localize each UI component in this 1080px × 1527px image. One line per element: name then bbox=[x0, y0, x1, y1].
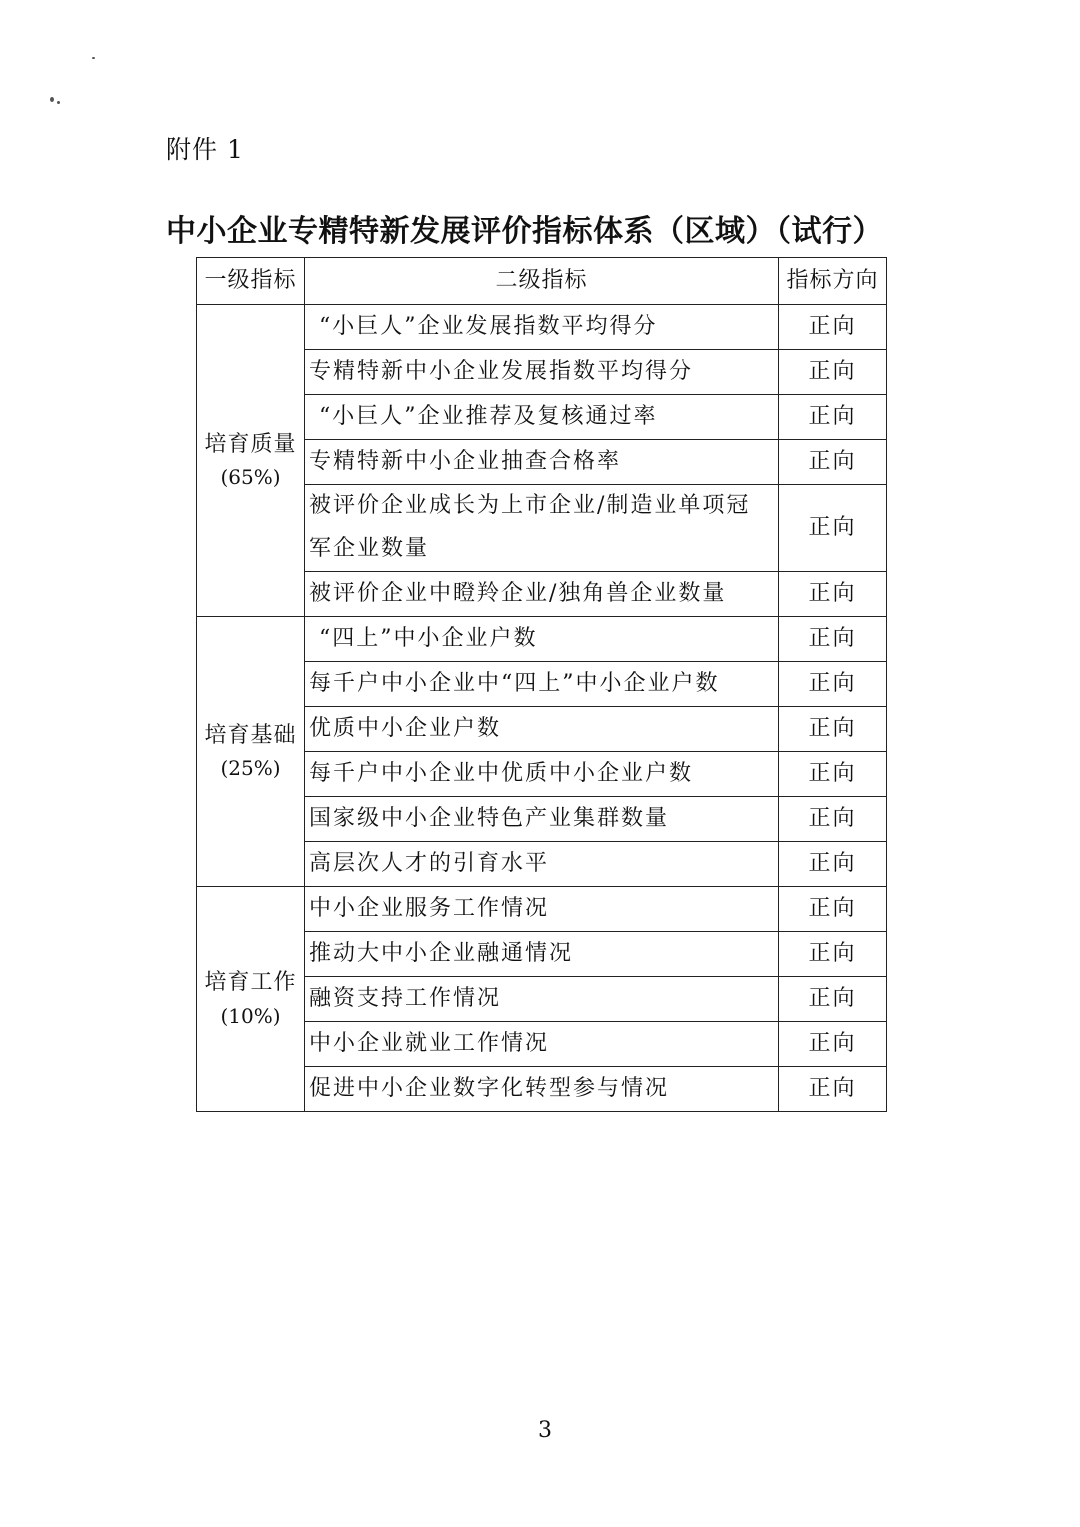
scan-speck bbox=[50, 97, 54, 102]
table-header-row bbox=[197, 258, 887, 305]
level2-indicator: 中小企业服务工作情况 bbox=[305, 887, 779, 932]
direction-cell: 正向 bbox=[779, 662, 887, 707]
level1-name: 培育质量 bbox=[204, 431, 297, 457]
direction-cell: 正向 bbox=[779, 752, 887, 797]
level1-weight: (65%) bbox=[220, 465, 281, 490]
level1-cell-work bbox=[197, 887, 305, 1112]
level2-indicator: “小巨人”企业发展指数平均得分 bbox=[305, 305, 779, 350]
level1-weight: (25%) bbox=[220, 756, 281, 781]
column-header-level2: 二级指标 bbox=[305, 258, 779, 305]
level2-indicator: 国家级中小企业特色产业集群数量 bbox=[305, 797, 779, 842]
level1-weight: (10%) bbox=[220, 1003, 281, 1028]
level2-indicator: 促进中小企业数字化转型参与情况 bbox=[305, 1067, 779, 1112]
column-header-level1: 一级指标 bbox=[197, 258, 305, 305]
column-header-direction: 指标方向 bbox=[779, 258, 887, 305]
direction-cell: 正向 bbox=[779, 395, 887, 440]
level2-indicator: 专精特新中小企业发展指数平均得分 bbox=[305, 350, 779, 395]
scan-speck bbox=[57, 101, 60, 104]
direction-cell: 正向 bbox=[779, 977, 887, 1022]
level1-name: 培育工作 bbox=[204, 970, 297, 996]
level2-indicator: “小巨人”企业推荐及复核通过率 bbox=[305, 395, 779, 440]
direction-cell: 正向 bbox=[779, 1067, 887, 1112]
table-row bbox=[197, 887, 887, 932]
direction-cell: 正向 bbox=[779, 932, 887, 977]
level2-indicator: 高层次人才的引育水平 bbox=[305, 842, 779, 887]
page-number: 3 bbox=[538, 1418, 552, 1443]
direction-cell: 正向 bbox=[779, 440, 887, 485]
direction-cell: 正向 bbox=[779, 1022, 887, 1067]
direction-cell: 正向 bbox=[779, 305, 887, 350]
level2-indicator: 融资支持工作情况 bbox=[305, 977, 779, 1022]
direction-cell: 正向 bbox=[779, 485, 887, 572]
direction-cell: 正向 bbox=[779, 707, 887, 752]
level2-indicator: 每千户中小企业中“四上”中小企业户数 bbox=[305, 662, 779, 707]
level2-indicator: 被评价企业中瞪羚企业/独角兽企业数量 bbox=[305, 572, 779, 617]
level1-name: 培育基础 bbox=[204, 722, 297, 748]
level2-indicator: 推动大中小企业融通情况 bbox=[305, 932, 779, 977]
level2-indicator: 每千户中小企业中优质中小企业户数 bbox=[305, 752, 779, 797]
level2-indicator: 优质中小企业户数 bbox=[305, 707, 779, 752]
level1-cell-quality bbox=[197, 305, 305, 617]
direction-cell: 正向 bbox=[779, 842, 887, 887]
level2-indicator: 被评价企业成长为上市企业/制造业单项冠军企业数量 bbox=[305, 485, 779, 572]
table-row bbox=[197, 305, 887, 350]
table-row bbox=[197, 617, 887, 662]
level2-indicator: 中小企业就业工作情况 bbox=[305, 1022, 779, 1067]
attachment-label: 附件 1 bbox=[166, 135, 244, 164]
direction-cell: 正向 bbox=[779, 797, 887, 842]
direction-cell: 正向 bbox=[779, 617, 887, 662]
direction-cell: 正向 bbox=[779, 887, 887, 932]
direction-cell: 正向 bbox=[779, 572, 887, 617]
document-title: 中小企业专精特新发展评价指标体系（区域）（试行） bbox=[166, 214, 883, 249]
evaluation-index-table bbox=[196, 257, 887, 1112]
level2-indicator: “四上”中小企业户数 bbox=[305, 617, 779, 662]
direction-cell: 正向 bbox=[779, 350, 887, 395]
level1-cell-foundation bbox=[197, 617, 305, 887]
level2-indicator: 专精特新中小企业抽查合格率 bbox=[305, 440, 779, 485]
scan-speck bbox=[92, 57, 95, 59]
